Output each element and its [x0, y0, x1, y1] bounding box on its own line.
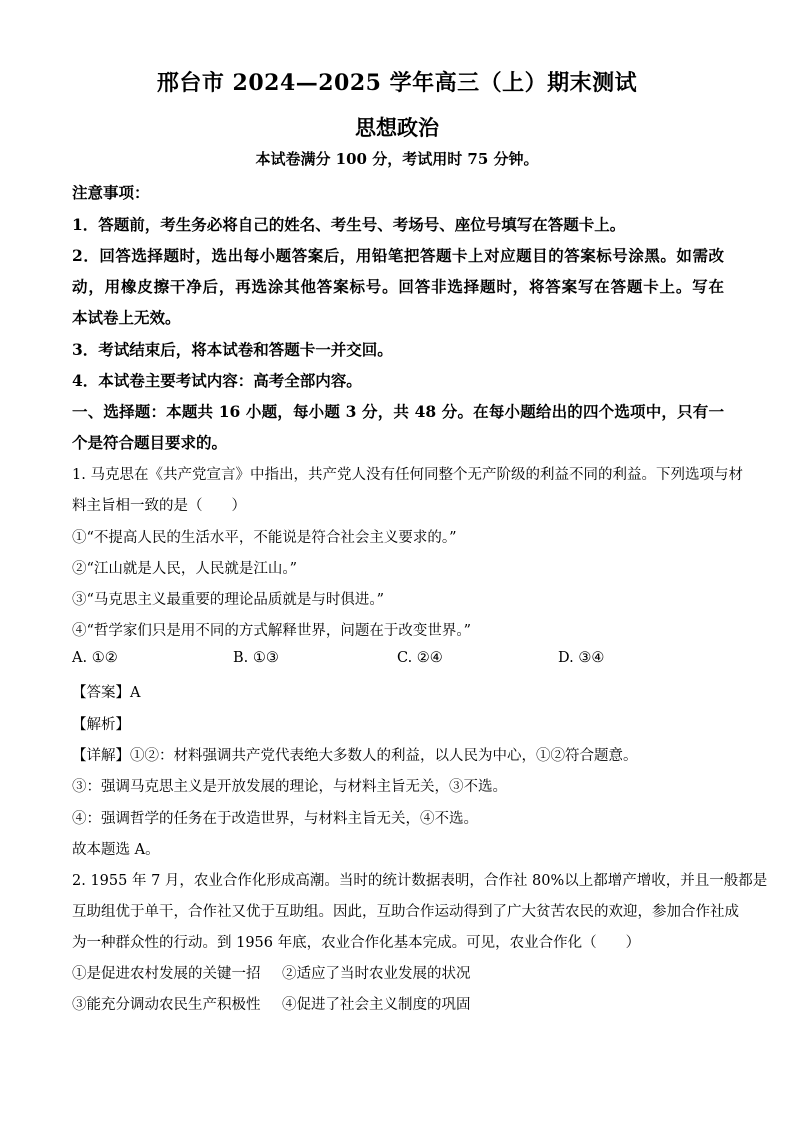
q2-statement-3: ③能充分调动农民生产积极性 — [72, 997, 261, 1013]
section-heading-line-2: 个是符合题目要求的。 — [72, 433, 228, 452]
section-heading-line-1: 一、选择题：本题共 16 小题，每小题 3 分，共 48 分。在每小题给出的四个选项中，只有一 — [72, 402, 724, 421]
answer-value: A — [130, 685, 141, 701]
q2-statement-4: ④促进了社会主义制度的巩固 — [282, 997, 471, 1013]
notice-item-2-line-3: 本试卷上无效。 — [72, 308, 181, 327]
answer-tag: 【答案】 — [72, 685, 130, 701]
exam-title: 邢台市 2024—2025 学年高三（上）期末测试 — [156, 70, 638, 96]
q1-statement-4: ④“哲学家们只是用不同的方式解释世界，问题在于改变世界。” — [72, 623, 472, 639]
q1-detail-line-3: ④：强调哲学的任务在于改造世界，与材料主旨无关，④不选。 — [72, 811, 478, 827]
q1-statement-1: ①“不提高人民的生活水平，不能说是符合社会主义要求的。” — [72, 530, 457, 546]
notice-heading: 注意事项： — [72, 183, 150, 202]
q1-option-a: A. ①② — [72, 650, 118, 666]
notice-item-1: 1．答题前，考生务必将自己的姓名、考生号、考场号、座位号填写在答题卡上。 — [72, 215, 626, 234]
q1-conclusion: 故本题选 A。 — [72, 842, 160, 858]
q2-statement-2: ②适应了当时农业发展的状况 — [282, 966, 471, 982]
notice-item-3: 3．考试结束后，将本试卷和答题卡一并交回。 — [72, 340, 393, 359]
q1-stem-line-2: 料主旨相一致的是（ ） — [72, 498, 246, 514]
notice-item-4: 4．本试卷主要考试内容：高考全部内容。 — [72, 371, 362, 390]
detail-text-1: ①②：材料强调共产党代表绝大多数人的利益，以人民为中心，①②符合题意。 — [130, 748, 638, 764]
q2-stem-line-2: 互助组优于单干，合作社又优于互助组。因此，互助合作运动得到了广大贫苦农民的欢迎，参加合作社成 — [72, 904, 739, 920]
q1-statement-2: ②“江山就是人民，人民就是江山。” — [72, 561, 298, 577]
q1-answer-line — [72, 681, 140, 702]
q1-statement-3: ③“马克思主义最重要的理论品质就是与时俱进。” — [72, 592, 385, 608]
q1-detail-line-1 — [72, 744, 638, 765]
q1-analysis-tag: 【解析】 — [72, 717, 130, 733]
score-time-note: 本试卷满分 100 分，考试用时 75 分钟。 — [255, 150, 539, 168]
detail-tag: 【详解】 — [72, 748, 130, 764]
q1-option-c: C. ②④ — [397, 650, 443, 666]
q1-detail-line-2: ③：强调马克思主义是开放发展的理论，与材料主旨无关，③不选。 — [72, 779, 507, 795]
q2-stem-line-3: 为一种群众性的行动。到 1956 年底，农业合作化基本完成。可见，农业合作化（ ） — [72, 935, 641, 951]
q2-statement-1: ①是促进农村发展的关键一招 — [72, 966, 261, 982]
notice-item-2-line-2: 动，用橡皮擦干净后，再选涂其他答案标号。回答非选择题时，将答案写在答题卡上。写在 — [72, 277, 724, 296]
q1-option-b: B. ①③ — [233, 650, 279, 666]
q1-option-d: D. ③④ — [558, 650, 605, 666]
subject-title: 思想政治 — [355, 115, 439, 140]
notice-item-2-line-1: 2．回答选择题时，选出每小题答案后，用铅笔把答题卡上对应题目的答案标号涂黑。如需改 — [72, 246, 724, 265]
q1-stem-line-1: 1. 马克思在《共产党宣言》中指出，共产党人没有任何同整个无产阶级的利益不同的利益。下列选项与材 — [72, 467, 743, 483]
q2-stem-line-1: 2. 1955 年 7 月，农业合作化形成高潮。当时的统计数据表明，合作社 80%以上都增产增收，并且一般都是 — [72, 873, 768, 889]
